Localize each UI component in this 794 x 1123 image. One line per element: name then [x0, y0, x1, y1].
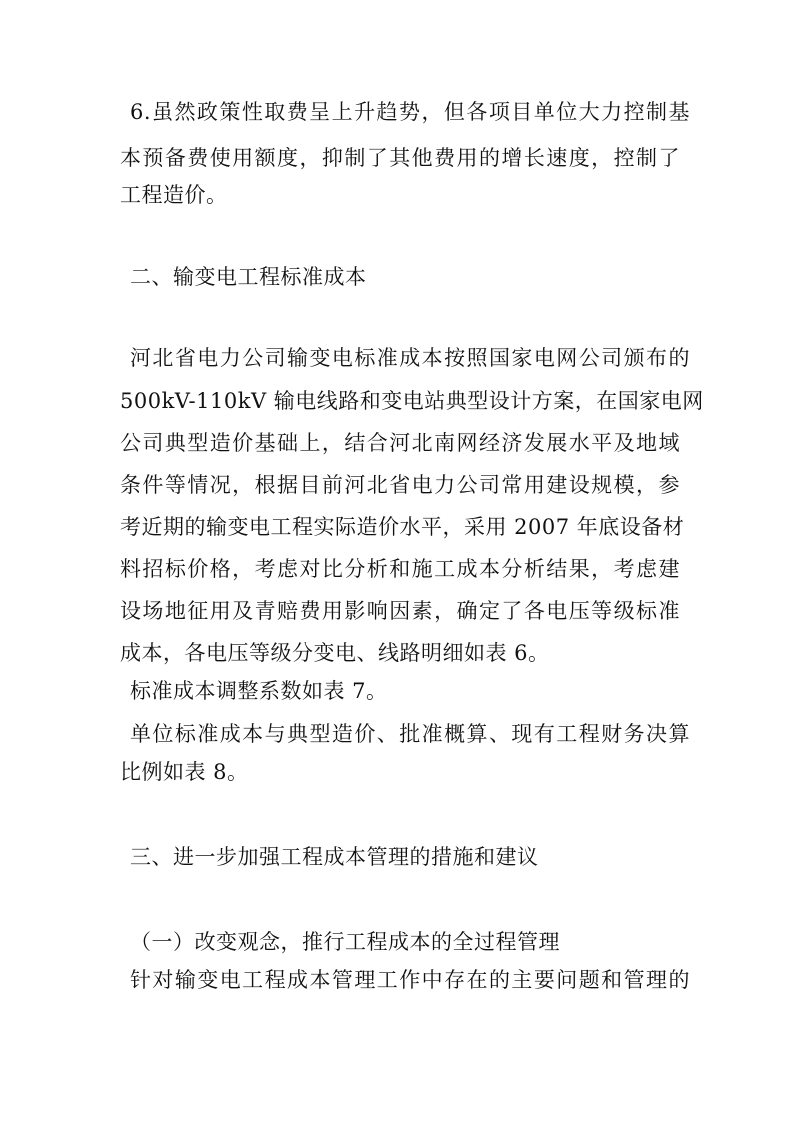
standard-cost-paragraph-line-2: 500kV-110kV 输电线路和变电站典型设计方案，在国家电网	[120, 389, 704, 413]
paragraph-6-line-1: 6.虽然政策性取费呈上升趋势，但各项目单位大力控制基	[130, 100, 690, 124]
standard-cost-paragraph-line-3: 公司典型造价基础上，结合河北南网经济发展水平及地域	[120, 431, 680, 455]
standard-cost-paragraph-line-5: 考近期的输变电工程实际造价水平，采用 2007 年底设备材	[120, 515, 685, 539]
subsection-heading-1: （一）改变观念，推行工程成本的全过程管理	[130, 930, 560, 954]
standard-cost-paragraph-line-6: 料招标价格，考虑对比分析和施工成本分析结果，考虑建	[120, 557, 680, 581]
unit-standard-cost-line-1: 单位标准成本与典型造价、批准概算、现有工程财务决算	[130, 722, 690, 746]
standard-cost-paragraph-line-4: 条件等情况，根据目前河北省电力公司常用建设规模，参	[120, 473, 680, 497]
standard-cost-paragraph-line-7: 设场地征用及青赔费用影响因素，确定了各电压等级标准	[120, 599, 680, 623]
section-heading-3: 三、进一步加强工程成本管理的措施和建议	[130, 845, 539, 869]
paragraph-6-line-2: 本预备费使用额度，抑制了其他费用的增长速度，控制了	[120, 146, 680, 170]
standard-cost-paragraph-line-8: 成本，各电压等级分变电、线路明细如表 6。	[120, 641, 550, 665]
unit-standard-cost-line-2: 比例如表 8。	[120, 760, 249, 784]
section-heading-2: 二、输变电工程标准成本	[130, 265, 367, 289]
standard-cost-paragraph-line-1: 河北省电力公司输变电标准成本按照国家电网公司颁布的	[130, 346, 690, 370]
subsection-paragraph-line-1: 针对输变电工程成本管理工作中存在的主要问题和管理的	[130, 968, 690, 992]
paragraph-6-line-3: 工程造价。	[120, 183, 228, 207]
adjustment-coefficient-line: 标准成本调整系数如表 7。	[130, 679, 388, 703]
